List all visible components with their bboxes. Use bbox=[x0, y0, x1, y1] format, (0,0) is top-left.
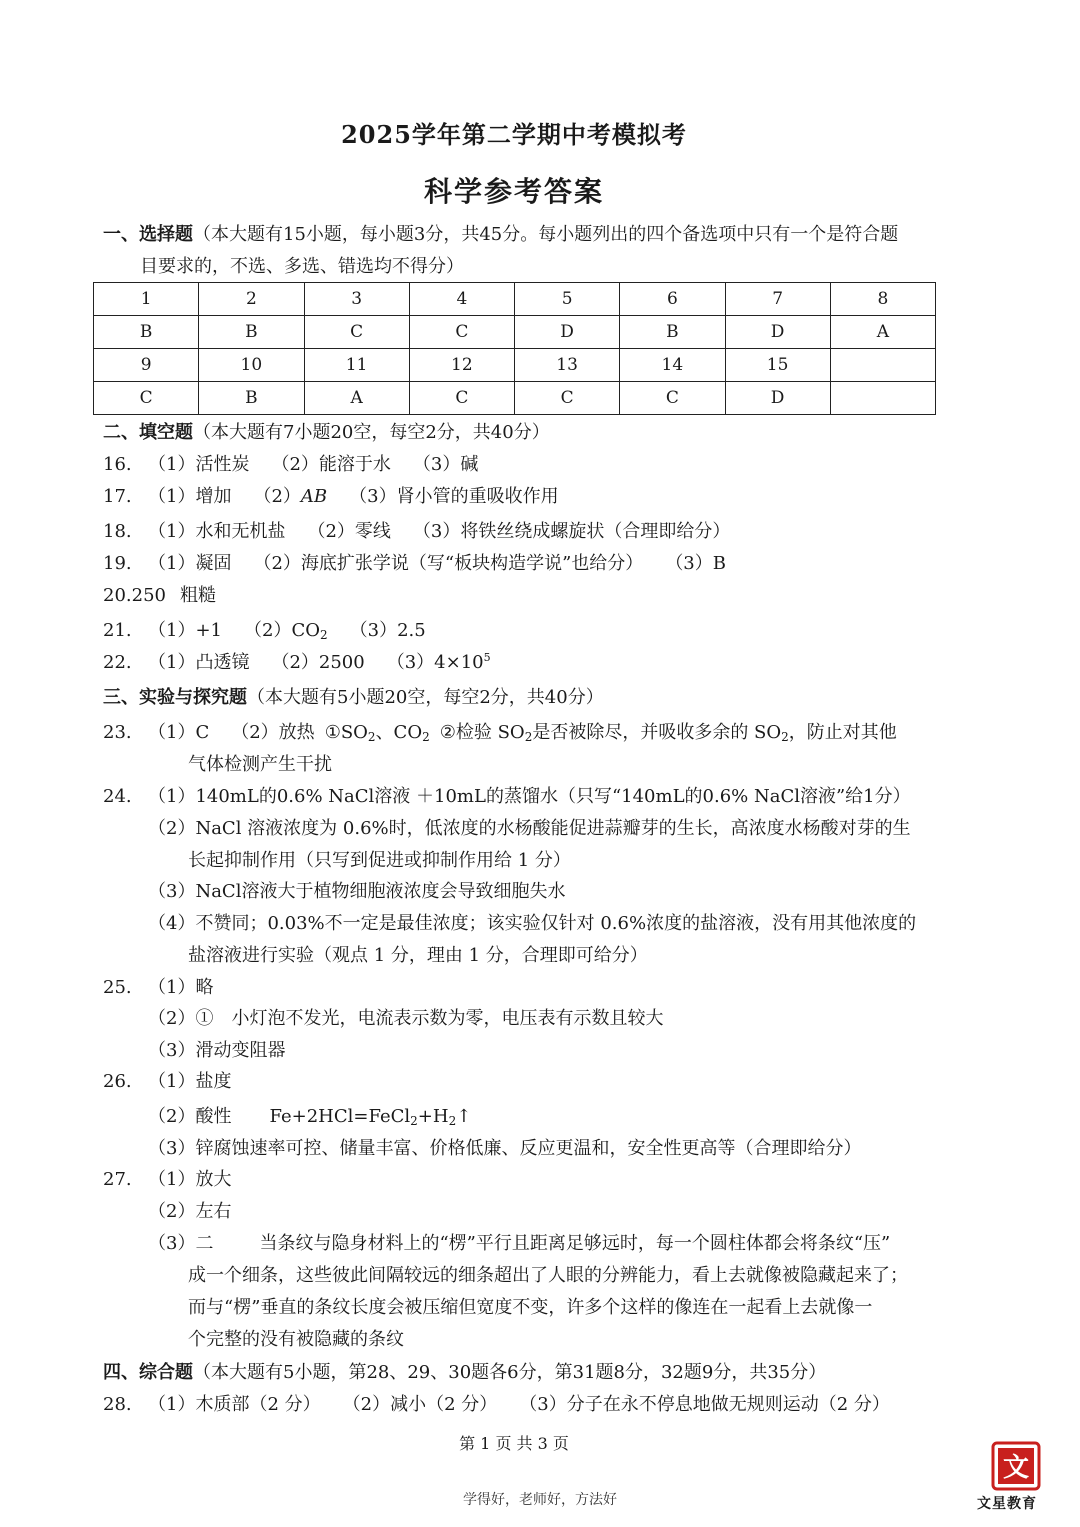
brand-seal-logo bbox=[990, 1440, 1042, 1492]
answer-part: Fe+2HCl=FeCl bbox=[269, 1106, 411, 1127]
answer-table bbox=[93, 282, 936, 415]
subscript: 2 bbox=[524, 730, 533, 744]
answer-part: （1）凸透镜 bbox=[148, 652, 250, 673]
answer-part: （3）碱 bbox=[412, 454, 479, 475]
table-cell: 15 bbox=[725, 349, 830, 382]
answer-line-24-6: 盐溶液进行实验（观点 1 分，理由 1 分，合理即可给分） bbox=[188, 945, 648, 966]
question-number: 24. bbox=[103, 786, 132, 807]
answer-part: （2）零线 bbox=[307, 521, 391, 542]
question-number: 20. bbox=[103, 585, 132, 606]
answer-part: （1）增加 bbox=[148, 486, 232, 507]
answer-line-20 bbox=[103, 581, 216, 607]
question-number: 16. bbox=[103, 454, 132, 475]
table-cell: B bbox=[199, 316, 304, 349]
answer-part: +H bbox=[417, 1106, 449, 1127]
answer-part: （3）二 bbox=[148, 1233, 214, 1254]
answer-part: ②检验 SO bbox=[439, 722, 525, 743]
answer-line-24-3: 长起抑制作用（只写到促进或抑制作用给 1 分） bbox=[188, 850, 571, 871]
seal-character: 文 bbox=[1002, 1453, 1030, 1483]
question-number: 27. bbox=[103, 1169, 132, 1190]
table-cell: 8 bbox=[830, 283, 935, 316]
section1-note: （本大题有15小题，每小题3分，共45分。每小题列出的四个备选项中只有一个是符合题 bbox=[193, 224, 899, 245]
table-cell: C bbox=[409, 316, 514, 349]
table-cell: A bbox=[830, 316, 935, 349]
answer-part: （2）CO bbox=[244, 620, 320, 641]
answer-line-21 bbox=[103, 616, 426, 642]
table-cell: B bbox=[620, 316, 725, 349]
table-cell bbox=[830, 382, 935, 415]
subscript: 2 bbox=[410, 1114, 418, 1128]
table-cell: B bbox=[199, 382, 304, 415]
section4-header bbox=[103, 1358, 826, 1384]
document-subtitle: 科学参考答案 bbox=[423, 175, 604, 208]
subscript: 2 bbox=[422, 730, 430, 744]
answer-line-24 bbox=[103, 782, 911, 808]
subscript: 2 bbox=[448, 1114, 457, 1128]
answer-part: （1）木质部（2 分） bbox=[148, 1394, 321, 1415]
section2-note: （本大题有7小题20空，每空2分，共40分） bbox=[193, 422, 550, 443]
section3-header bbox=[103, 683, 604, 709]
table-cell: C bbox=[515, 382, 620, 415]
answer-part: ，防止对其他 bbox=[788, 722, 897, 743]
answer-line-23-cont: 气体检测产生干扰 bbox=[188, 754, 332, 775]
question-number: 26. bbox=[103, 1071, 132, 1092]
answer-part: （1）C bbox=[148, 722, 210, 743]
answer-line-22 bbox=[103, 648, 491, 674]
answer-part: （3）肾小管的重吸收作用 bbox=[349, 486, 559, 507]
answer-part: （3）4×10 bbox=[386, 652, 484, 673]
answer-line-24-5: （4）不赞同；0.03%不一定是最佳浓度；该实验仅针对 0.6%浓度的盐溶液，没有用其他浓度的 bbox=[148, 913, 917, 934]
table-cell: C bbox=[94, 382, 199, 415]
answer-line-17 bbox=[103, 482, 559, 508]
answer-part: （1）140mL的0.6% NaCl溶液 ＋10mL的蒸馏水（只写“140mL的0.6% NaCl溶液”给1分） bbox=[148, 786, 911, 807]
answer-line-16 bbox=[103, 450, 478, 476]
document-title: 2025学年第二学期中考模拟考 bbox=[341, 120, 687, 149]
table-row bbox=[94, 316, 936, 349]
subscript: 2 bbox=[781, 730, 789, 744]
answer-line-27-2: （2）左右 bbox=[148, 1201, 232, 1222]
table-cell: 12 bbox=[409, 349, 514, 382]
section2-heading: 二、填空题 bbox=[103, 422, 193, 443]
brand-name: 文星教育 bbox=[977, 1496, 1037, 1512]
answer-line-28 bbox=[103, 1390, 890, 1416]
table-cell bbox=[830, 349, 935, 382]
footer-slogan: 学得好，老师好，方法好 bbox=[463, 1492, 617, 1508]
table-cell: 9 bbox=[94, 349, 199, 382]
answer-line-19 bbox=[103, 549, 726, 575]
table-cell: 4 bbox=[409, 283, 514, 316]
answer-line-25-3: （3）滑动变阻器 bbox=[148, 1040, 286, 1061]
answer-line-27-3 bbox=[148, 1229, 890, 1255]
answer-part: （2）放热 bbox=[231, 722, 315, 743]
answer-part: （2）减小（2 分） bbox=[342, 1394, 498, 1415]
table-cell: A bbox=[304, 382, 409, 415]
answer-part: （1）活性炭 bbox=[148, 454, 250, 475]
answer-line-27-5: 而与“楞”垂直的条纹长度会被压缩但宽度不变，许多个这样的像连在一起看上去就像一 bbox=[188, 1297, 873, 1318]
question-number: 25. bbox=[103, 977, 132, 998]
answer-line-27-6: 个完整的没有被隐藏的条纹 bbox=[188, 1329, 404, 1350]
question-number: 19. bbox=[103, 553, 132, 574]
question-number: 23. bbox=[103, 722, 132, 743]
section1-header bbox=[103, 220, 898, 246]
table-cell: D bbox=[725, 316, 830, 349]
answer-part: AB bbox=[300, 486, 328, 507]
table-cell: 6 bbox=[620, 283, 725, 316]
answer-part: （2）酸性 bbox=[148, 1106, 232, 1127]
section3-note: （本大题有5小题20空，每空2分，共40分） bbox=[247, 687, 604, 708]
table-row bbox=[94, 382, 936, 415]
superscript: 5 bbox=[483, 651, 491, 664]
answer-part: ①SO bbox=[324, 722, 368, 743]
answer-part: 250 bbox=[131, 585, 166, 606]
answer-line-18 bbox=[103, 517, 730, 543]
table-cell: 11 bbox=[304, 349, 409, 382]
answer-part: （3）B bbox=[665, 553, 726, 574]
answer-line-26-3: （3）锌腐蚀速率可控、储量丰富、价格低廉、反应更温和，安全性更高等（合理即给分） bbox=[148, 1138, 862, 1159]
section1-note-line2: 目要求的，不选、多选、错选均不得分） bbox=[140, 256, 464, 277]
answer-part: （2）海底扩张学说（写“板块构造学说”也给分） bbox=[253, 553, 644, 574]
answer-line-27 bbox=[103, 1165, 231, 1191]
table-cell: 13 bbox=[515, 349, 620, 382]
answer-line-24-2: （2）NaCl 溶液浓度为 0.6%时，低浓度的水杨酸能促进蒜瓣芽的生长，高浓度水杨酸对芽的生 bbox=[148, 818, 911, 839]
table-cell: C bbox=[620, 382, 725, 415]
answer-part: （1）+1 bbox=[148, 620, 222, 641]
answer-part: （3）将铁丝绕成螺旋状（合理即给分） bbox=[412, 521, 731, 542]
table-cell: 2 bbox=[199, 283, 304, 316]
subscript: 2 bbox=[319, 628, 328, 642]
answer-part: （2） bbox=[253, 486, 301, 507]
subscript: 2 bbox=[367, 730, 376, 744]
answer-part: 粗糙 bbox=[180, 585, 216, 606]
answer-part: ↑ bbox=[456, 1106, 472, 1127]
answer-part: （2）2500 bbox=[271, 652, 365, 673]
answer-part: （3）分子在永不停息地做无规则运动（2 分） bbox=[519, 1394, 890, 1415]
answer-part: （1）放大 bbox=[148, 1169, 232, 1190]
question-number: 18. bbox=[103, 521, 132, 542]
table-cell: 1 bbox=[94, 283, 199, 316]
table-cell: 10 bbox=[199, 349, 304, 382]
question-number: 21. bbox=[103, 620, 132, 641]
table-cell: 14 bbox=[620, 349, 725, 382]
answer-line-25 bbox=[103, 973, 213, 999]
answer-line-27-4: 成一个细条，这些彼此间隔较远的细条超出了人眼的分辨能力，看上去就像被隐藏起来了； bbox=[188, 1265, 908, 1286]
page-number: 第 1 页 共 3 页 bbox=[459, 1434, 569, 1453]
answer-line-23 bbox=[103, 718, 897, 744]
question-number: 28. bbox=[103, 1394, 132, 1415]
table-cell: C bbox=[409, 382, 514, 415]
answer-part: （1）凝固 bbox=[148, 553, 232, 574]
section3-heading: 三、实验与探究题 bbox=[103, 687, 247, 708]
answer-part: （3）2.5 bbox=[349, 620, 426, 641]
section1-heading: 一、选择题 bbox=[103, 224, 193, 245]
answer-part: （1）水和无机盐 bbox=[148, 521, 286, 542]
answer-part: 当条纹与隐身材料上的“楞”平行且距离足够远时，每一个圆柱体都会将条纹“压” bbox=[259, 1233, 891, 1254]
table-cell: D bbox=[515, 316, 620, 349]
answer-part: （1）略 bbox=[148, 977, 214, 998]
question-number: 17. bbox=[103, 486, 132, 507]
answer-part: （1）盐度 bbox=[148, 1071, 232, 1092]
answer-line-26-2 bbox=[148, 1102, 471, 1128]
table-row bbox=[94, 283, 936, 316]
section2-header bbox=[103, 418, 550, 444]
answer-line-24-4: （3）NaCl溶液大于植物细胞液浓度会导致细胞失水 bbox=[148, 881, 566, 902]
answer-part: 是否被除尽，并吸收多余的 SO bbox=[532, 722, 782, 743]
question-number: 22. bbox=[103, 652, 132, 673]
table-cell: 7 bbox=[725, 283, 830, 316]
table-cell: C bbox=[304, 316, 409, 349]
table-cell: B bbox=[94, 316, 199, 349]
table-row bbox=[94, 349, 936, 382]
table-cell: 5 bbox=[515, 283, 620, 316]
table-cell: D bbox=[725, 382, 830, 415]
section4-note: （本大题有5小题，第28、29、30题各6分，第31题8分，32题9分，共35分） bbox=[193, 1362, 827, 1383]
answer-part: 、CO bbox=[375, 722, 423, 743]
answer-line-26 bbox=[103, 1067, 231, 1093]
answer-part: （2）能溶于水 bbox=[271, 454, 391, 475]
section4-heading: 四、综合题 bbox=[103, 1362, 193, 1383]
answer-line-25-2: （2）① 小灯泡不发光，电流表示数为零，电压表有示数且较大 bbox=[148, 1008, 664, 1029]
table-cell: 3 bbox=[304, 283, 409, 316]
